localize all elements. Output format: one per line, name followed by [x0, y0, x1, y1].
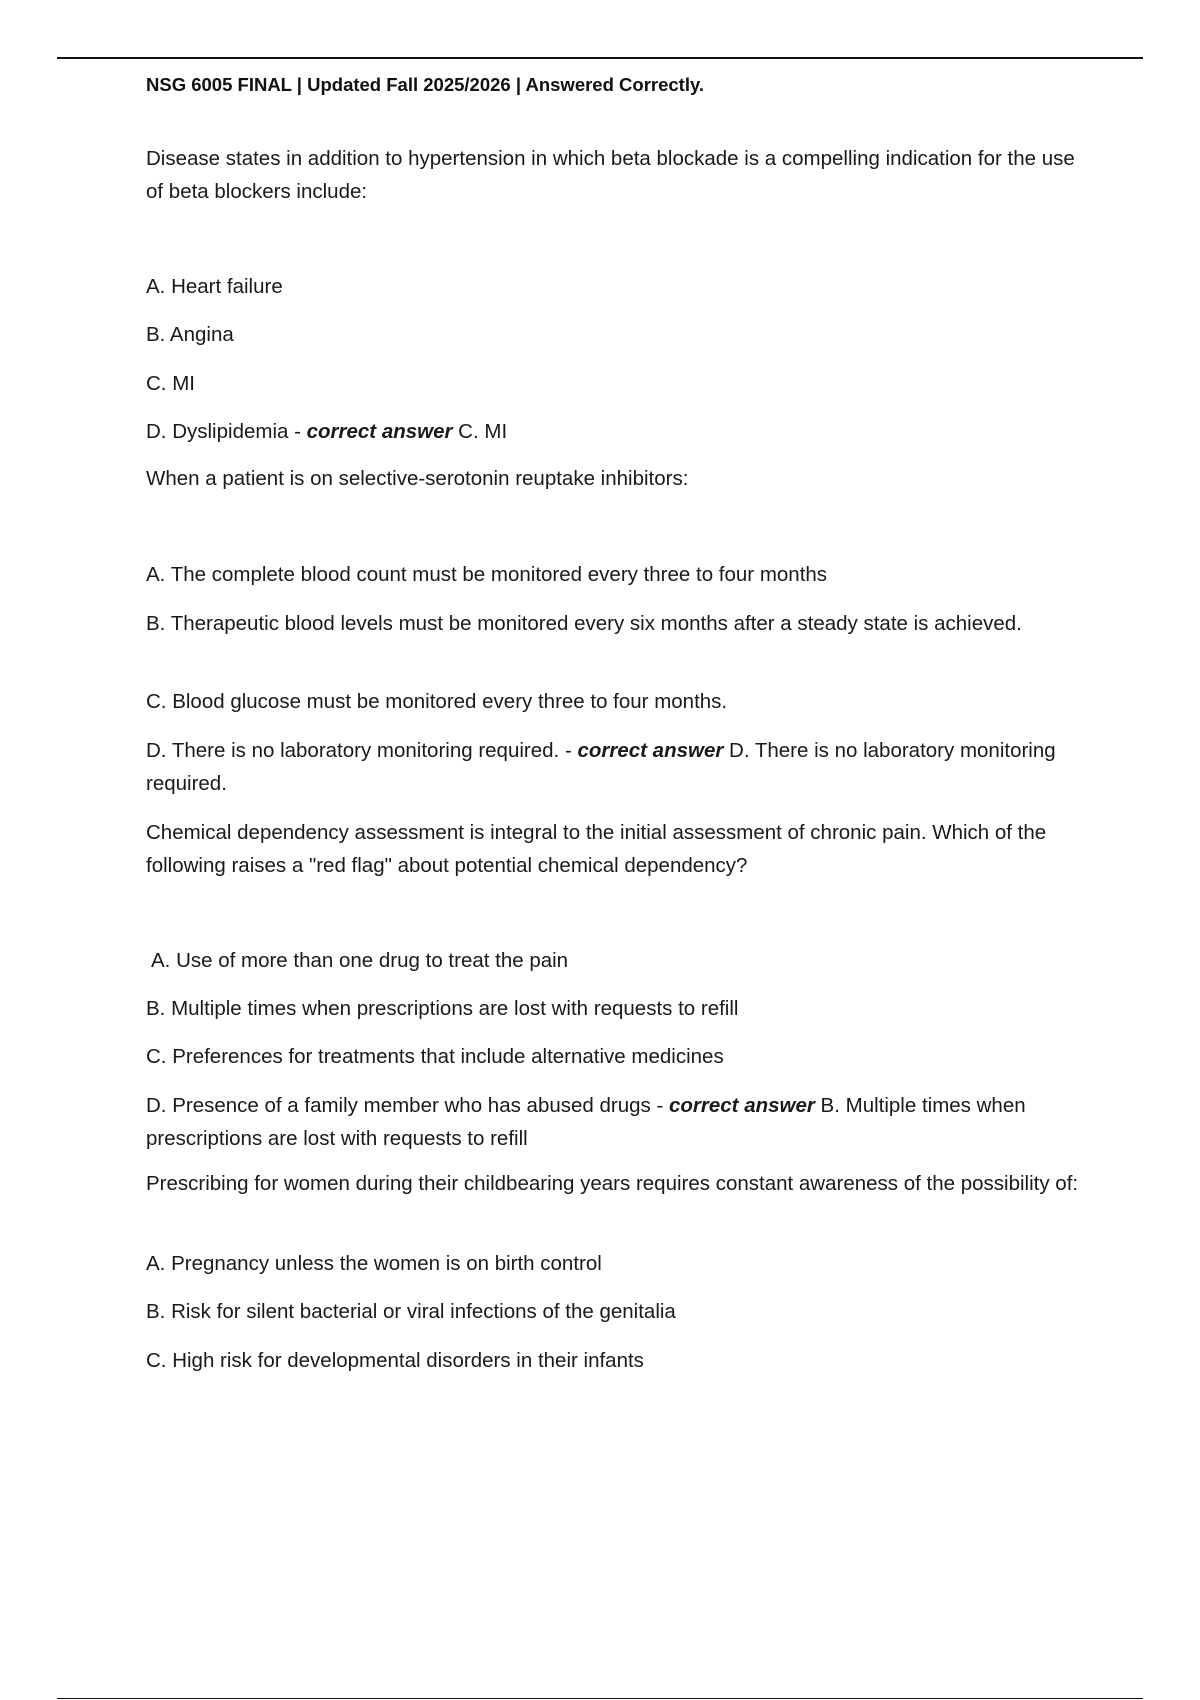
question-1-stem: Disease states in addition to hypertension in which beta blockade is a compelling indication for the use of beta blockers include: — [146, 147, 1075, 203]
question-2-option-a: A. The complete blood count must be monitored every three to four months — [146, 563, 828, 586]
bottom-rule — [57, 1698, 1143, 1699]
question-3-option-c: C. Preferences for treatments that include alternative medicines — [146, 1045, 724, 1068]
question-4-option-a: A. Pregnancy unless the women is on birth control — [146, 1252, 602, 1275]
question-3-option-a: A. Use of more than one drug to treat the pain — [151, 949, 569, 972]
correct-answer-text: D. There is no laboratory monitoring required. — [146, 739, 1056, 795]
question-2-stem: When a patient is on selective-serotonin reuptake inhibitors: — [146, 467, 689, 490]
question-4-option-b: B. Risk for silent bacterial or viral infections of the genitalia — [146, 1300, 676, 1323]
question-3-option-d — [146, 1090, 1081, 1155]
option-text: D. Dyslipidemia - — [146, 420, 307, 443]
option-text: D. Presence of a family member who has abused drugs - — [146, 1094, 669, 1117]
question-1-option-c: C. MI — [146, 372, 195, 395]
correct-answer-label: correct answer — [577, 739, 724, 762]
question-1-option-b: B. Angina — [146, 323, 234, 346]
correct-answer-label: correct answer — [669, 1094, 815, 1117]
correct-answer-text: C. MI — [452, 420, 508, 443]
question-3-option-b: B. Multiple times when prescriptions are lost with requests to refill — [146, 997, 739, 1020]
page-header: NSG 6005 FINAL | Updated Fall 2025/2026 | Answered Correctly. — [146, 74, 705, 95]
correct-answer-label: correct answer — [306, 420, 453, 443]
question-2-option-d — [146, 735, 1081, 800]
question-1-option-a: A. Heart failure — [146, 275, 283, 298]
correct-answer-text: B. Multiple times when prescriptions are lost with requests to refill — [146, 1094, 1026, 1150]
question-2-option-b: B. Therapeutic blood levels must be monitored every six months after a steady state is achieved. — [146, 612, 1022, 635]
question-4-option-c: C. High risk for developmental disorders in their infants — [146, 1349, 644, 1372]
top-rule — [57, 57, 1143, 59]
question-2-option-c: C. Blood glucose must be monitored every three to four months. — [146, 690, 728, 713]
question-4-stem: Prescribing for women during their childbearing years requires constant awareness of the possibility of: — [146, 1172, 1079, 1195]
question-3-stem: Chemical dependency assessment is integral to the initial assessment of chronic pain. Which of the following raises a "red flag" about potential chemical dependency? — [146, 821, 1047, 877]
option-text: D. There is no laboratory monitoring required. - — [146, 739, 578, 762]
question-1-option-d — [146, 416, 1081, 449]
